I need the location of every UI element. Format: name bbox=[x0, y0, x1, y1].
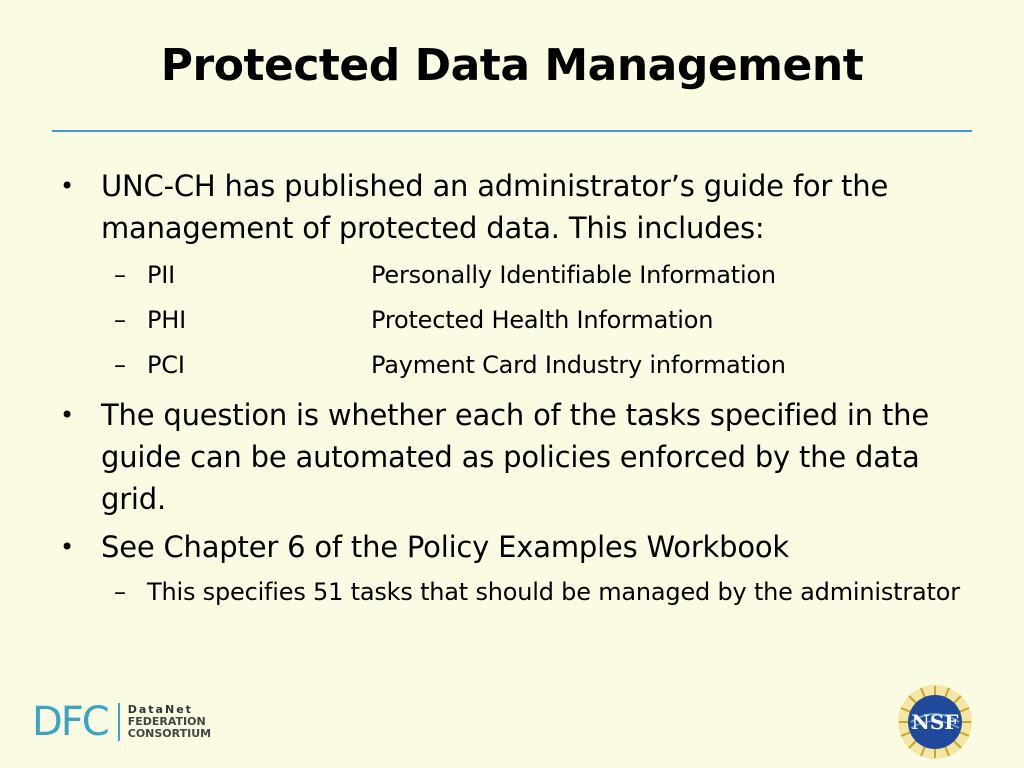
bullet-icon: • bbox=[60, 401, 74, 429]
dash-icon: – bbox=[114, 261, 126, 289]
bullet-1-text: UNC-CH has published an administrator’s guide for the management of protected data. This includes: bbox=[101, 169, 889, 245]
subitem-pci bbox=[58, 343, 978, 388]
dfc-logo-divider bbox=[118, 703, 120, 741]
slide-title: Protected Data Management bbox=[160, 40, 864, 91]
subitem-abbr: PHI bbox=[147, 306, 186, 334]
dash-icon: – bbox=[114, 578, 126, 606]
slide-body bbox=[58, 165, 978, 610]
dfc-logo bbox=[32, 700, 211, 744]
dfc-logo-mark: DFC bbox=[32, 699, 108, 745]
title-divider bbox=[52, 130, 972, 132]
dash-icon: – bbox=[114, 351, 126, 379]
nsf-logo bbox=[897, 684, 973, 760]
nsf-seal-icon bbox=[897, 684, 973, 760]
subitem-tasks-text: This specifies 51 tasks that should be managed by the administrator bbox=[147, 578, 960, 606]
nsf-label: NSF bbox=[911, 710, 959, 734]
subitem-desc: Protected Health Information bbox=[371, 306, 714, 334]
bullet-3-text: See Chapter 6 of the Policy Examples Workbook bbox=[101, 530, 790, 564]
bullet-icon: • bbox=[60, 172, 74, 200]
dfc-line-consortium: CONSORTIUM bbox=[127, 727, 212, 740]
bullet-icon: • bbox=[60, 533, 74, 561]
subitem-phi bbox=[58, 298, 978, 343]
bullet-2 bbox=[58, 394, 978, 520]
subitem-abbr: PII bbox=[147, 261, 176, 289]
dfc-line-federation: FEDERATION bbox=[127, 715, 206, 728]
subitem-tasks bbox=[58, 574, 978, 610]
dash-icon: – bbox=[114, 306, 126, 334]
bullet-2-text: The question is whether each of the tasks specified in the guide can be automated as policies enforced by the data grid. bbox=[101, 398, 929, 516]
subitem-abbr: PCI bbox=[147, 351, 185, 379]
subitem-desc: Payment Card Industry information bbox=[371, 351, 786, 379]
bullet-3 bbox=[58, 526, 978, 568]
dfc-line-datanet: DataNet bbox=[127, 703, 193, 716]
bullet-1 bbox=[58, 165, 978, 249]
dfc-logo-text bbox=[128, 704, 211, 740]
subitem-pii bbox=[58, 253, 978, 298]
subitem-desc: Personally Identifiable Information bbox=[371, 261, 776, 289]
